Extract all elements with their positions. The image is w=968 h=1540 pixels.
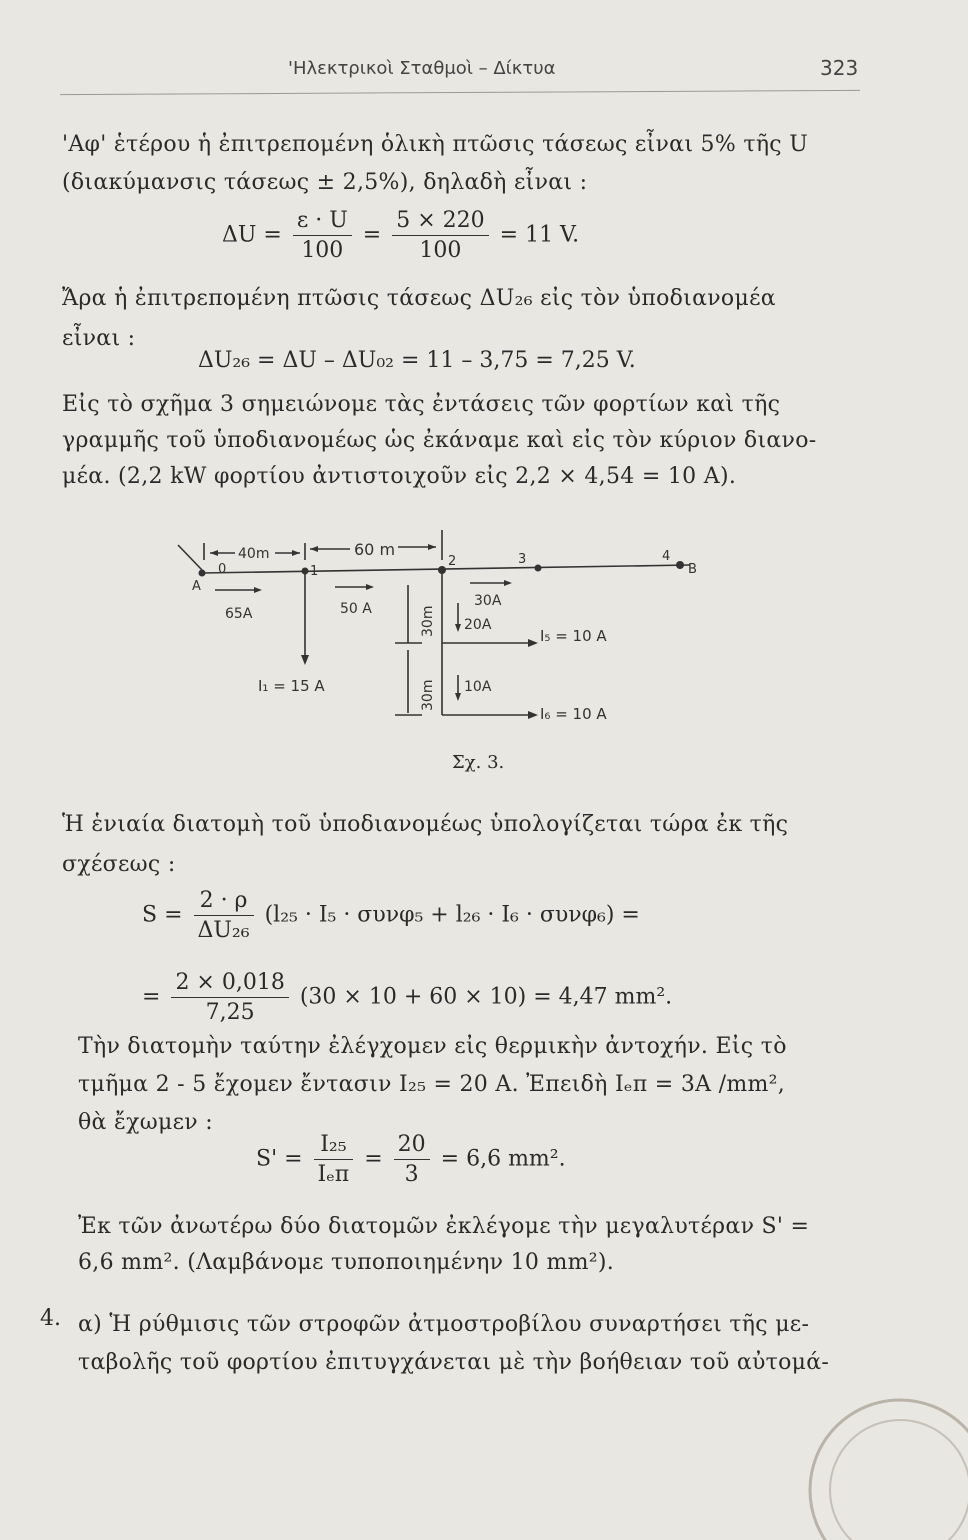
node-2	[438, 566, 446, 574]
current-label: 65A	[225, 606, 253, 622]
fraction	[392, 208, 488, 263]
current-label: 30A	[474, 593, 502, 609]
dim-label: 30m	[420, 605, 436, 637]
denominator: 100	[419, 238, 462, 263]
node-1	[302, 568, 309, 575]
library-stamp	[800, 1380, 968, 1540]
fraction	[394, 1132, 430, 1187]
equation-section	[142, 888, 640, 943]
current-label: I₅ = 10 A	[540, 627, 607, 645]
main-line	[202, 565, 690, 573]
equals: =	[362, 222, 382, 248]
page-number: 323	[820, 56, 859, 80]
node-label: 4	[662, 549, 671, 564]
fraction	[171, 970, 288, 1025]
stamp-ring-inner	[830, 1420, 968, 1540]
denominator: 3	[404, 1162, 419, 1187]
text-line: Ἐκ τῶν ἀνωτέρω δύο διατομῶν ἐκλέγομε τὴν μεγαλυτέραν S' =	[78, 1214, 810, 1239]
text-line: Ἄρα ἡ ἐπιτρεπομένη πτῶσις τάσεως ΔU₂₆ εἰς τὸν ὑποδιανομέα	[62, 286, 776, 311]
text-line: Ἡ ἑνιαία διατομὴ τοῦ ὑποδιανομέως ὑπολογίζεται τώρα ἐκ τῆς	[62, 812, 789, 837]
arrowhead	[455, 693, 461, 701]
current-label: I₆ = 10 A	[540, 705, 607, 723]
equals: =	[142, 984, 161, 1010]
text-line: Εἰς τὸ σχῆμα 3 σημειώνομε τὰς ἐντάσεις τῶν φορτίων καὶ τῆς	[62, 392, 781, 417]
fraction	[194, 888, 254, 943]
node-3	[535, 565, 542, 572]
arrowhead	[528, 639, 538, 647]
text-line: α) Ἡ ρύθμισις τῶν στροφῶν ἀτμοστροβίλου συναρτήσει τῆς με-	[78, 1312, 810, 1337]
denominator: Iₑπ	[317, 1162, 350, 1187]
item-number: 4.	[40, 1306, 61, 1331]
node-label: 3	[518, 552, 527, 567]
denominator: 100	[301, 238, 344, 263]
equals: =	[364, 1146, 383, 1172]
numerator: 5 × 220	[392, 208, 488, 236]
arrowhead	[528, 711, 538, 719]
current-label: 50 A	[340, 601, 372, 617]
denominator: ΔU₂₆	[197, 918, 250, 943]
arrowhead	[504, 580, 512, 586]
current-label: 20A	[464, 617, 492, 633]
text-line: γραμμῆς τοῦ ὑποδιανομέως ὡς ἐκάναμε καὶ εἰς τὸν κύριον διανο-	[62, 428, 817, 453]
feed-line	[178, 545, 202, 570]
arrowhead	[366, 584, 374, 590]
dim-label: 40m	[238, 546, 270, 562]
fraction	[314, 1132, 354, 1187]
text-line: μέα. (2,2 kW φορτίου ἀντιστοιχοῦν εἰς 2,2 × 4,54 = 10 A).	[62, 464, 737, 489]
arrowhead	[254, 587, 262, 593]
eq-rhs: = 6,6 mm².	[440, 1146, 566, 1172]
arrowhead	[210, 550, 218, 556]
node-label: 0	[218, 562, 227, 577]
eq-lhs: S' =	[256, 1146, 303, 1172]
eq-lhs: S =	[142, 902, 183, 928]
arrowhead	[301, 655, 309, 665]
text-line: Τὴν διατομὴν ταύτην ἐλέγχομεν εἰς θερμικὴν ἀντοχήν. Εἰς τὸ	[78, 1034, 787, 1059]
current-label: 10A	[464, 679, 492, 695]
text-line: θὰ ἔχωμεν :	[78, 1110, 213, 1135]
dim-label: 30m	[420, 679, 436, 711]
eq-rhs: (l₂₅ · I₅ · συνφ₅ + l₂₆ · I₆ · συνφ₆) =	[264, 902, 640, 928]
text-line: σχέσεως :	[62, 852, 176, 877]
dim-label: 60 m	[354, 540, 396, 559]
text-line: εἶναι :	[62, 326, 136, 351]
node-label: A	[192, 579, 201, 594]
circuit-diagram	[170, 525, 730, 755]
numerator: I₂₅	[314, 1132, 354, 1160]
numerator: 2 · ρ	[194, 888, 254, 916]
equation-voltage-drop	[222, 208, 579, 263]
equation-thermal	[256, 1132, 566, 1187]
eq-lhs: ΔU =	[222, 222, 282, 248]
text-line: 'Αφ' ἑτέρου ἡ ἐπιτρεπομένη ὁλικὴ πτῶσις τάσεως εἶναι 5% τῆς U	[62, 132, 809, 157]
arrowhead	[292, 550, 300, 556]
text-line: τμῆμα 2 - 5 ἔχομεν ἔντασιν I₂₅ = 20 A. Ἐπειδὴ Iₑπ = 3A /mm²,	[78, 1072, 786, 1097]
numerator: 2 × 0,018	[171, 970, 288, 998]
node-label: 1	[310, 564, 319, 579]
running-header: 'Ηλεκτρικοὶ Σταθμοὶ – Δίκτυα	[288, 58, 556, 79]
node-label: 2	[448, 554, 457, 569]
node-label: B	[688, 562, 697, 577]
equation-drop-26: ΔU₂₆ = ΔU – ΔU₀₂ = 11 – 3,75 = 7,25 V.	[198, 348, 636, 373]
equation-section-value	[142, 970, 672, 1025]
arrowhead	[310, 546, 318, 552]
fraction	[293, 208, 352, 263]
header-rule	[60, 90, 860, 95]
denominator: 7,25	[205, 1000, 255, 1025]
eq-rhs: = 11 V.	[499, 222, 580, 248]
text-line: (διακύμανσις τάσεως ± 2,5%), δηλαδὴ εἶναι :	[62, 170, 588, 195]
eq-rhs: (30 × 10 + 60 × 10) = 4,47 mm².	[299, 984, 673, 1010]
numerator: ε · U	[293, 208, 352, 236]
arrowhead	[455, 624, 461, 632]
arrowhead	[428, 544, 436, 550]
current-label: I₁ = 15 A	[258, 677, 325, 695]
numerator: 20	[394, 1132, 430, 1160]
text-line: ταβολῆς τοῦ φορτίου ἐπιτυγχάνεται μὲ τὴν βοήθειαν τοῦ αὐτομά-	[78, 1350, 830, 1375]
node-4	[676, 561, 684, 569]
text-line: 6,6 mm². (Λαμβάνομε τυποποιημένην 10 mm²).	[78, 1250, 615, 1275]
node-A	[199, 570, 206, 577]
figure-caption: Σχ. 3.	[452, 752, 505, 773]
